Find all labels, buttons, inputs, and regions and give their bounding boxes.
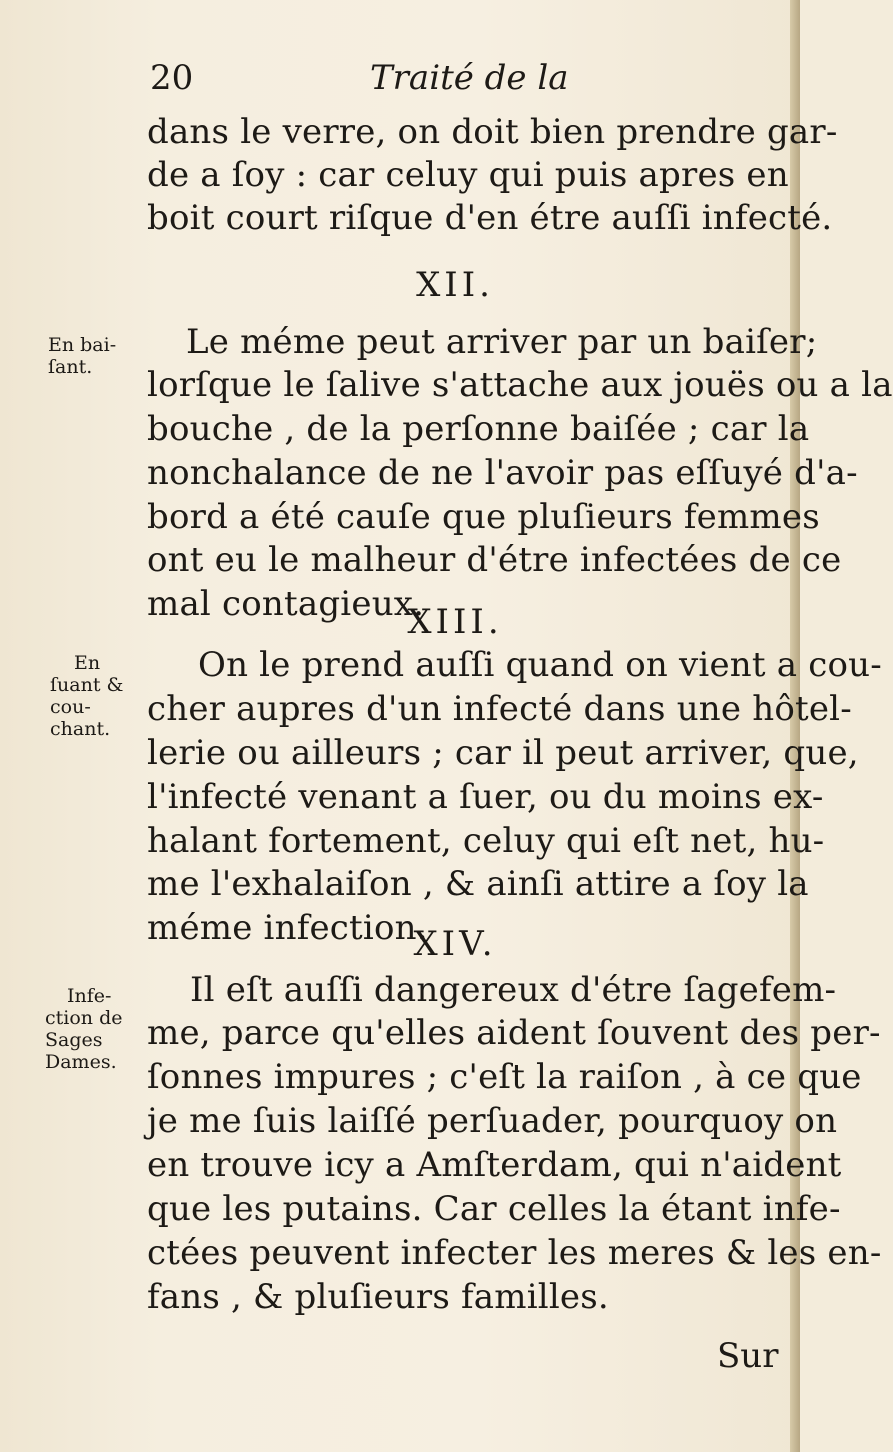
text-line: ont eu le malheur d'étre infectées de ce (147, 540, 842, 580)
text-line: On le prend auſſi quand on vient a cou- (198, 645, 882, 685)
margin-note-xiv (45, 985, 122, 1073)
text-line: lerie ou ailleurs ; car il peut arriver, que, (147, 733, 859, 773)
text-line: Il eſt auſſi dangereux d'étre ſagefem- (190, 970, 837, 1010)
running-title: Traité de la (370, 58, 569, 98)
text-line: halant fortement, celuy qui eſt net, hu- (147, 821, 825, 861)
margin-note-xiii (50, 652, 123, 740)
text-line: ctées peuvent infecter les meres & les en- (147, 1233, 882, 1273)
text-line: ſonnes impures ; c'eſt la raiſon , à ce que (147, 1057, 862, 1097)
margin-note-line: cou- (50, 696, 91, 718)
text-line: bord a été cauſe que pluſieurs femmes (147, 497, 820, 537)
section-heading-xii: XII. (416, 265, 494, 305)
text-line: que les putains. Car celles la étant infe- (147, 1189, 841, 1229)
margin-note-xii (48, 334, 116, 378)
margin-note-line: chant. (50, 718, 111, 740)
page-number: 20 (150, 58, 194, 98)
text-line: me, parce qu'elles aident ſouvent des per- (147, 1013, 881, 1053)
section-heading-xiii: XIII. (407, 602, 503, 642)
margin-note-line: Dames. (45, 1051, 117, 1073)
text-line: me l'exhalaiſon , & ainſi attire a ſoy la (147, 864, 809, 904)
text-line: en trouve icy a Amſterdam, qui n'aident (147, 1145, 842, 1185)
catchword: Sur (717, 1336, 779, 1376)
text-line: de a ſoy : car celuy qui puis apres en (147, 155, 789, 195)
text-line: fans , & pluſieurs familles. (147, 1277, 609, 1317)
margin-note-line: ſuant & (50, 674, 124, 696)
text-line: nonchalance de ne l'avoir pas eſſuyé d'a- (147, 453, 858, 493)
margin-note-line: ction de (45, 1007, 123, 1029)
text-line: cher aupres d'un infecté dans une hôtel- (147, 689, 852, 729)
text-line: boit court riſque d'en étre auſſi infecté. (147, 198, 833, 238)
margin-note-line: Infe- (67, 985, 112, 1007)
text-line: Le méme peut arriver par un baiſer; (186, 322, 818, 362)
text-line: bouche , de la perſonne baiſée ; car la (147, 409, 810, 449)
margin-note-line: Sages (45, 1029, 103, 1051)
text-line: mal contagieux. (147, 584, 425, 624)
text-line: je me ſuis laiſſé perſuader, pourquoy on (147, 1101, 838, 1141)
margin-note-line: En bai- (48, 334, 117, 356)
section-heading-xiv: XIV. (413, 924, 497, 964)
text-line: lorſque le ſalive s'attache aux jouës ou a la (147, 365, 893, 405)
text-line: méme infection. (147, 908, 428, 948)
text-line: dans le verre, on doit bien prendre gar- (147, 112, 838, 152)
text-line: l'infecté venant a ſuer, ou du moins ex- (147, 777, 824, 817)
margin-note-line: ſant. (48, 356, 93, 378)
margin-note-line: En (74, 652, 101, 674)
